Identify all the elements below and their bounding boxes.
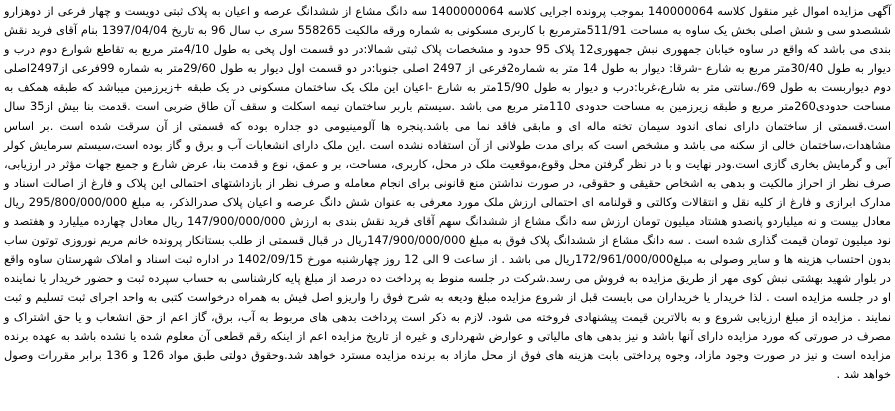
auction-notice-text: آگهی مزایده اموال غیر منقول کلاسه 140000064 بموجب پرونده اجرایی کلاسه 1400000064 سه دانگ مشاع از ششدانگ عرصه و اعیان به پلاک ثبتی دویست و چهار فرعی از دوهزارو ششصدو سی و شش اصلی بخش یک ساوه به مساحت 511/91مترمربع با کاربری مسکونی به شماره ورقه مالکیت 558265 سری ب سال 96 به تاریخ 1397/04/04 بنام آقای فرید نقش بندی می باشد که واقع در ساوه خیابان جمهوری نبش جمهوری12 پلاک 95 حدود و مشخصات پلاک ثبتی شمالا:در دو قسمت اول پخی به طول 4/10متر مربع به تقاطع شوارع دوم درب و دیوار به طول 30/40متر مربع به شارع -شرقا: دیوار به طول 14 متر به شماره2فرعی از 2497 اصلی جنوبا:در دو قسمت اول دیوار به طول 29/60متر به شماره 99فرعی از2497اصلی دوم دیواربست به طول 69/.سانتی متر به شارع،غربا:درب و دیوار به طول 15/90متر به شارع -اعیان این ملک یک ساختمان مسکونی در یک طبقه +زیرزمین میباشد که طبقه همکف به مساحت حدودی260متر مربع و طبقه زیرزمین به مساحت حدودی 110متر مربع می باشد .سیستم باربر ساختمان نیمه اسکلت و سقف آن طاق ضربی است .قدمت بنا بیش از35 سال است.قسمتی از ساختمان دارای نمای اندود سیمان تخته ماله ای و مابقی فاقد نما می باشد.پنجره ها آلومینیومی دو جداره بوده که قسمتی از آن سرقت شده است .بر اساس مشاهدات،ساختمان خالی از سکنه می باشد و مشخص است که برای مدت طولانی از آن استفاده نشده است .این ملک دارای انشعابات آب و برق و گاز بوده است،سیستم سرمایش کولر آبی و گرمایش بخاری گازی است.ودر نهایت و با در نظر گرفتن محل وقوع،موقعیت ملک در محل، کاربری، مساحت، بر و عمق، نوع و قدمت بنا، عرض شارع و جمیع جهات مؤثر در ارزیابی، صرف نظر از احراز مالکیت و بدهی به اشخاص حقیقی و حقوقی، در صورت نداشتن منع قانونی برای انجام معامله و صرف نظر از بازداشتهای احتمالی این پلاک و فارغ از اصالت اسناد و مدارک ابرازی و فارغ از کلیه نقل و انتقالات وکالتی و قولنامه ای احتمالی ارزش ملک مورد معرفی به عنوان شش دانگ عرصه و اعیان پلاک صدرالذکر، به مبلغ 295/800/000/000 ریال معادل بیست و نه میلیاردو پانصدو هشتاد میلیون تومان ارزش سه دانگ مشاع از ششدانگ سهم آقای فرید نقش بندی به ارزش 147/900/000/000 ریال معادل چهارده میلیارد و هفتصد و نود میلیون تومان قیمت گذاری شده است . سه دانگ مشاع از ششدانگ پلاک فوق به مبلغ 147/900/000/000ریال در قبال قسمتی از طلب بستانکار پرونده خانم مریم نوروزی توتون ساب بدون احتساب هزینه ها و سایر وصولی به مبلغ172/961/000/000ریال می باشد . از ساعت 9 الی 12 روز چهارشنبه مورخ 1402/09/15 در اداره ثبت اسناد و املاک شهرستان ساوه واقع در بلوار شهید بهشتی نبش کوی مهر از طریق مزایده به فروش می رسد.شرکت در جلسه منوط به پرداخت ده درصد از مبلغ پایه کارشناسی به حساب سپرده ثبت و حضور خریدار یا نماینده او در جلسه مزایده است . لذا خریدار یا خریداران می بایست قبل از شروع مزایده مبلغ ودیعه به شرح فوق را واریزو اصل فیش به همراه درخواست کتبی به واحد اجرای ثبت تسلیم و ثبت نمایند . مزایده از مبلغ ارزیابی شروع و به بالاترین قیمت پیشنهادی فروخته می شود. لازم به ذکر است پرداخت بدهی های مربوط به آب، برق، گاز اعم از حق انشعاب و یا حق اشتراک و مصرف در صورتی که مورد مزایده دارای آنها باشد و نیز بدهی های مالیاتی و عوارض شهرداری و غیره از تاریخ مزایده اعم از اینکه رقم قطعی آن معلوم شده یا نشده باشد به عهده برنده مزایده است و نیز در صورت وجود مازاد، وجوه پرداختی بابت هزینه های فوق از محل مازاد به برنده مزایده مسترد خواهد شد.وحقوق دولتی طبق مواد 126 و 136 برابر مقررات وصول خواهد شد .	[4, 4, 892, 381]
